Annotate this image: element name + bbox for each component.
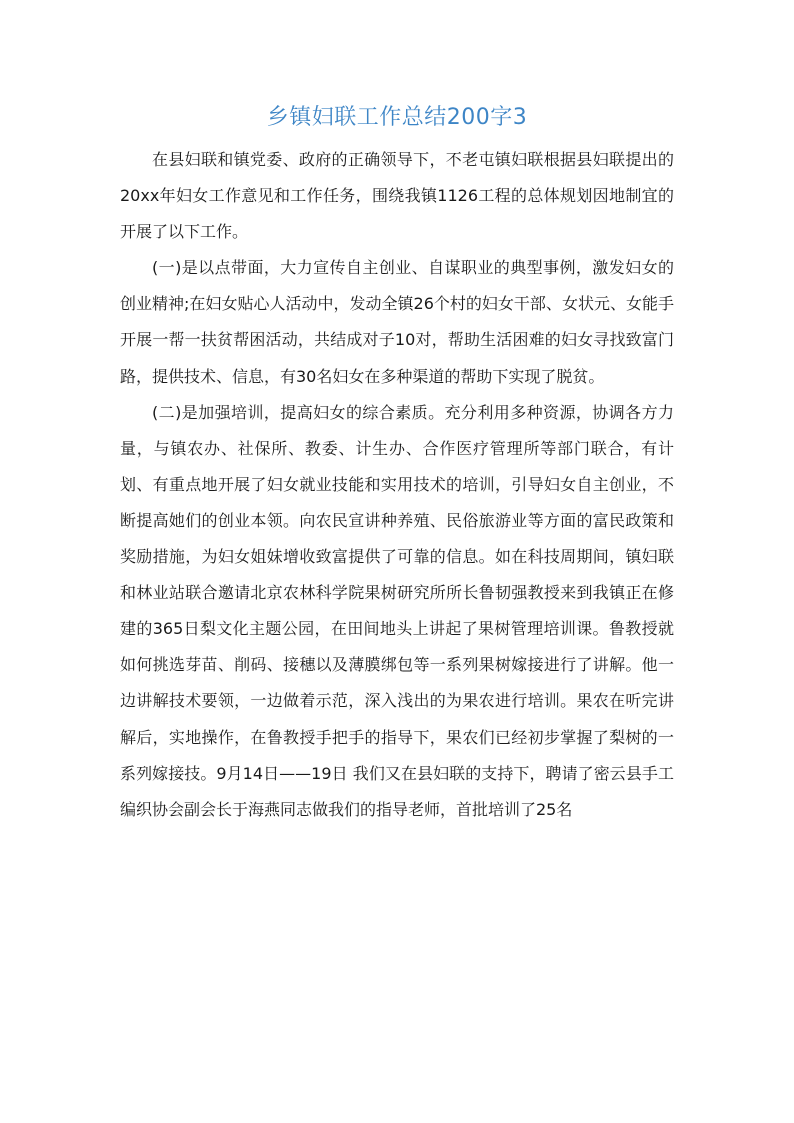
paragraph-intro: 在县妇联和镇党委、政府的正确领导下，不老屯镇妇联根据县妇联提出的20xx年妇女工作意见和工作任务，围绕我镇1126工程的总体规划因地制宜的开展了以下工作。 bbox=[120, 150, 674, 242]
paragraph-section-two: (二)是加强培训，提高妇女的综合素质。充分利用多种资源，协调各方力量，与镇农办、社保所、教委、计生办、合作医疗管理所等部门联合，有计划、有重点地开展了妇女就业技能和实用技术的培训，引导妇女自主创业，不断提高她们的创业本领。向农民宣讲种养殖、民俗旅游业等方面的富民政策和奖励措施，为妇女姐妹增收致富提供了可靠的信息。如在科技周期间，镇妇联和林业站联合邀请北京农林科学院果树研究所所长鲁韧强教授来到我镇正在修建的365日梨文化主题公园，在田间地头上讲起了果树管理培训课。鲁教授就如何挑选芽苗、削码、接穗以及薄膜绑包等一系列果树嫁接进行了讲解。他一边讲解技术要领，一边做着示范，深入浅出的为果农进行培训。果农在听完讲解后，实地操作，在鲁教授手把手的指导下，果农们已经初步掌握了梨树的一系列嫁接技。9月14日——19日 我们又在县妇联的支持下，聘请了密云县手工编织协会副会长于海燕同志做我们的指导老师，首批培训了25名 bbox=[120, 402, 674, 819]
document-title: 乡镇妇联工作总结200字3 bbox=[266, 105, 528, 130]
paragraph-section-one: (一)是以点带面，大力宣传自主创业、自谋职业的典型事例，激发妇女的创业精神;在妇女贴心人活动中，发动全镇26个村的妇女干部、女状元、女能手开展一帮一扶贫帮困活动，共结成对子10对，帮助生活困难的妇女寻找致富门路，提供技术、信息，有30名妇女在多种渠道的帮助下实现了脱贫。 bbox=[120, 258, 674, 386]
document-body bbox=[120, 142, 674, 828]
